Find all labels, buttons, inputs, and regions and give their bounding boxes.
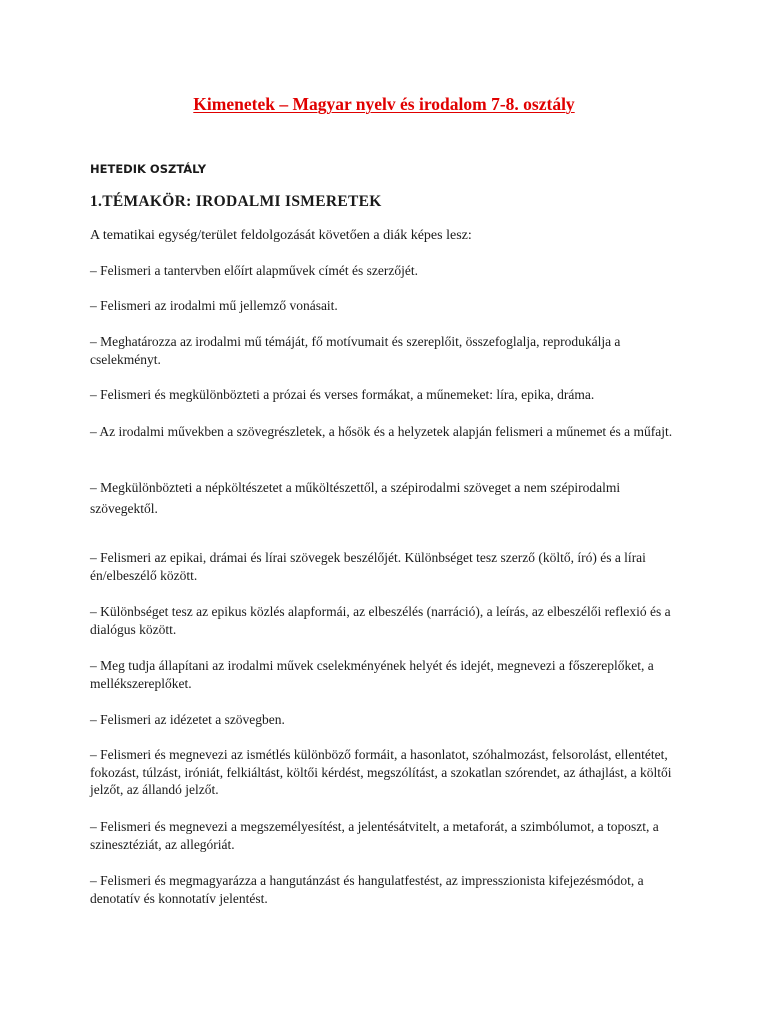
list-item: – Felismeri az irodalmi mű jellemző vonásait. [90, 298, 338, 313]
list-item: – Különbséget tesz az epikus közlés alapformái, az elbeszélés (narráció), a leírás, az elbeszélői reflexió és a dialógus között. [90, 604, 671, 637]
list-item: – Meghatározza az irodalmi mű témáját, fő motívumait és szereplőit, összefoglalja, reprodukálja a cselekményt. [90, 334, 621, 367]
list-item: – Felismeri az idézetet a szövegben. [90, 712, 285, 727]
list-item: – Felismeri és megnevezi a megszemélyesítést, a jelentésátvitelt, a metaforát, a szimbólumot, a toposzt, a szinesztéziát, az allegóriát. [90, 819, 659, 852]
topic-heading: 1.TÉMAKÖR: IRODALMI ISMERETEK [90, 193, 382, 210]
document-title: Kimenetek – Magyar nyelv és irodalom 7-8. osztály [193, 94, 575, 114]
intro-text: A tematikai egység/terület feldolgozását követően a diák képes lesz: [90, 228, 472, 243]
list-item: – Megkülönbözteti a népköltészetet a műköltészettől, a szépirodalmi szöveget a nem szépirodalmi szövegektől. [90, 480, 621, 516]
grade-heading: HETEDIK OSZTÁLY [90, 162, 207, 176]
list-item: – Felismeri az epikai, drámai és lírai szövegek beszélőjét. Különbséget tesz szerző (költő, író) és a lírai én/elbeszélő között. [90, 550, 646, 583]
list-item: – Felismeri és megkülönbözteti a prózai és verses formákat, a műnemeket: líra, epika, dráma. [90, 387, 595, 402]
list-item: – Felismeri és megmagyarázza a hangutánzást és hangulatfestést, az impresszionista kifejezésmódot, a denotatív és konnotatív jelentést. [90, 873, 644, 906]
list-item: – Meg tudja állapítani az irodalmi művek cselekményének helyét és idejét, megnevezi a főszereplőket, a mellékszereplőket. [90, 658, 654, 691]
list-item: – Az irodalmi művekben a szövegrészletek, a hősök és a helyzetek alapján felismeri a műnemet és a műfajt. [90, 424, 673, 439]
list-item: – Felismeri és megnevezi az ismétlés különböző formáit, a hasonlatot, szóhalmozást, felsorolást, ellentétet, fokozást, túlzást, iróniát, felkiáltást, költői kérdést, megszólítást, a szokatlan szórendet, az áthajlást, a költői jelzőt, az állandó jelzőt. [90, 747, 672, 797]
list-item: – Felismeri a tantervben előírt alapművek címét és szerzőjét. [90, 263, 419, 278]
